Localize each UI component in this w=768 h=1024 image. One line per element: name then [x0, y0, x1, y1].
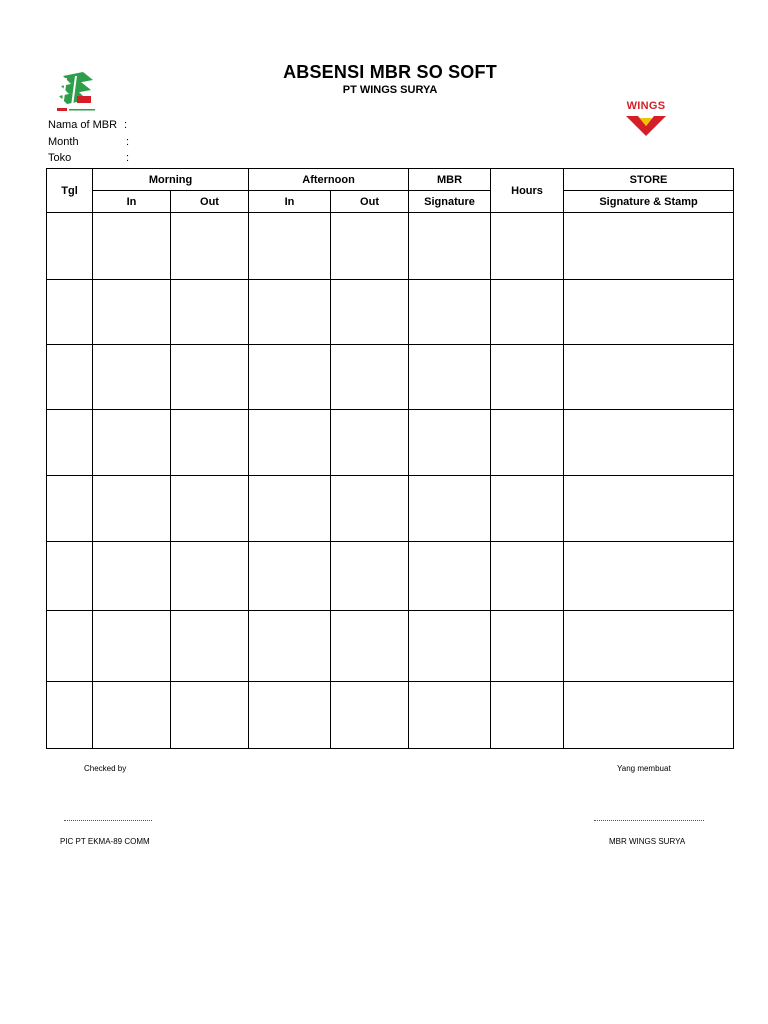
table-cell	[331, 280, 409, 345]
table-cell	[564, 213, 734, 280]
table-cell	[249, 345, 331, 410]
pic-label: PIC PT EKMA-89 COMM	[60, 837, 150, 846]
table-cell	[249, 611, 331, 682]
table-row	[47, 410, 734, 476]
table-cell	[491, 280, 564, 345]
table-cell	[171, 542, 249, 611]
table-cell	[93, 345, 171, 410]
table-cell	[47, 611, 93, 682]
table-cell	[491, 611, 564, 682]
table-cell	[409, 542, 491, 611]
table-cell	[409, 682, 491, 749]
table-cell	[47, 345, 93, 410]
table-row	[47, 611, 734, 682]
table-cell	[331, 682, 409, 749]
table-row	[47, 476, 734, 542]
table-cell	[93, 611, 171, 682]
table-cell	[93, 542, 171, 611]
header-afternoon-in: In	[249, 191, 331, 213]
table-cell	[47, 410, 93, 476]
table-cell	[93, 213, 171, 280]
table-cell	[491, 410, 564, 476]
table-cell	[409, 611, 491, 682]
table-cell	[171, 410, 249, 476]
header-morning-in: In	[93, 191, 171, 213]
table-cell	[93, 410, 171, 476]
page-title: ABSENSI MBR SO SOFT	[283, 62, 497, 82]
table-cell	[409, 345, 491, 410]
table-cell	[564, 476, 734, 542]
header-mbr: MBR	[409, 169, 491, 191]
table-cell	[171, 682, 249, 749]
yang-membuat-label: Yang membuat	[617, 764, 671, 773]
table-cell	[249, 682, 331, 749]
checked-by-label: Checked by	[84, 764, 127, 773]
table-row	[47, 682, 734, 749]
table-cell	[249, 410, 331, 476]
table-row	[47, 280, 734, 345]
info-colon-mbr-name: :	[124, 119, 128, 131]
header-hours: Hours	[491, 169, 564, 213]
table-cell	[564, 682, 734, 749]
table-cell	[249, 476, 331, 542]
header-store: STORE	[564, 169, 734, 191]
table-cell	[409, 213, 491, 280]
table-cell	[331, 476, 409, 542]
table-cell	[171, 611, 249, 682]
signature-line-left	[64, 814, 152, 821]
page-subtitle: PT WINGS SURYA	[342, 84, 438, 96]
table-cell	[93, 280, 171, 345]
table-cell	[331, 611, 409, 682]
table-cell	[47, 682, 93, 749]
table-cell	[564, 410, 734, 476]
table-cell	[93, 476, 171, 542]
table-cell	[491, 682, 564, 749]
info-colon-month: :	[126, 136, 130, 148]
table-cell	[491, 542, 564, 611]
table-cell	[47, 280, 93, 345]
header-afternoon: Afternoon	[249, 169, 409, 191]
info-field-mbr-name	[48, 119, 128, 131]
info-label-mbr-name: Nama of MBR	[48, 119, 118, 131]
table-cell	[409, 280, 491, 345]
signature-line-right	[594, 814, 704, 821]
table-cell	[491, 476, 564, 542]
table-cell	[249, 542, 331, 611]
table-cell	[331, 213, 409, 280]
table-cell	[564, 542, 734, 611]
table-row	[47, 213, 734, 280]
table-cell	[409, 410, 491, 476]
table-cell	[171, 476, 249, 542]
header-store-signature-stamp: Signature & Stamp	[564, 191, 734, 213]
table-row	[47, 542, 734, 611]
table-row	[47, 345, 734, 410]
table-cell	[93, 682, 171, 749]
header-mbr-signature: Signature	[409, 191, 491, 213]
table-cell	[564, 611, 734, 682]
table-cell	[171, 280, 249, 345]
info-label-toko: Toko	[48, 152, 72, 164]
table-cell	[409, 476, 491, 542]
table-cell	[331, 542, 409, 611]
table-cell	[331, 345, 409, 410]
table-cell	[47, 542, 93, 611]
table-cell	[47, 476, 93, 542]
header-afternoon-out: Out	[331, 191, 409, 213]
mbr-wings-surya-label: MBR WINGS SURYA	[609, 837, 686, 846]
wings-logo-text: WINGS	[626, 100, 666, 112]
header-tgl: Tgl	[47, 169, 93, 213]
table-cell	[331, 410, 409, 476]
table-cell	[491, 213, 564, 280]
table-cell	[171, 345, 249, 410]
company-logo-left	[53, 70, 99, 116]
table-cell	[249, 213, 331, 280]
table-cell	[564, 280, 734, 345]
info-label-month: Month	[48, 136, 79, 148]
header-morning-out: Out	[171, 191, 249, 213]
info-field-month	[48, 136, 130, 148]
attendance-table	[46, 168, 734, 749]
wings-logo	[616, 96, 676, 138]
info-colon-toko: :	[126, 152, 130, 164]
table-cell	[491, 345, 564, 410]
table-cell	[249, 280, 331, 345]
table-cell	[47, 213, 93, 280]
table-cell	[564, 345, 734, 410]
info-field-toko	[48, 152, 130, 164]
table-cell	[171, 213, 249, 280]
header-morning: Morning	[93, 169, 249, 191]
